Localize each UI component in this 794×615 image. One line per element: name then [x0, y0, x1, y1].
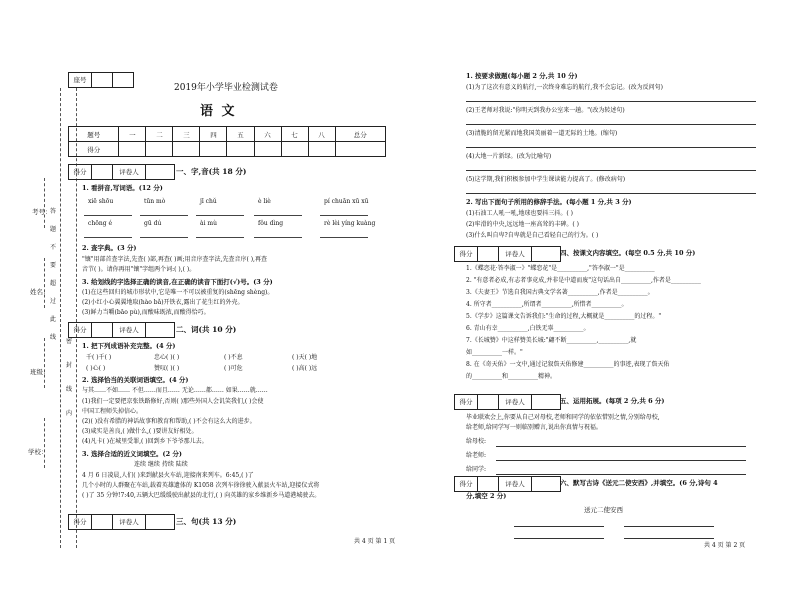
score-table — [68, 126, 386, 157]
fill-blank-item: 7.《长城赞》中这样赞美长城:"翩不断__________,__________,就 — [466, 337, 637, 344]
q3-title: 3. 给划线的字选择正确的读音,在正确的读音下面打(√)号。(3 分) — [82, 278, 273, 286]
idiom-item: ( )天( )地 — [292, 354, 318, 361]
score-table-cell[interactable] — [335, 142, 385, 157]
idiom-item: ( )心( ) — [86, 365, 106, 372]
score-label: 得分 — [69, 323, 92, 337]
q6-options: 连续 继续 持续 陆续 — [134, 461, 188, 468]
q7-item: (5)这学期,我们积极参加中学生课读能力提高了。(修改病句) — [466, 176, 626, 183]
pinyin-text: pí chuān xū xū — [324, 198, 369, 205]
idiom-item: ( )高( )远 — [292, 365, 318, 372]
q8-item: (1)石油工人吼一吼,地球也要抖三抖。( ) — [466, 210, 573, 217]
fill-blank-item: 4. 所守者__________,所谓者__________,所惜者__________。 — [466, 301, 628, 308]
q3-item-1: (1)在这些回归的城市形状中,它是唯一不可以被重复的(shēng shèng)。 — [82, 289, 274, 296]
pinyin-text: ài mù — [200, 220, 217, 227]
q10-label-teacher: 给老师: — [466, 452, 487, 459]
score-cell[interactable] — [478, 395, 499, 409]
seat-cell[interactable] — [92, 73, 113, 87]
q2-text-1: "镶"用部首查字法,先查( )部,再查( )画;用音序查字法,先查音序( ),再查 — [82, 256, 267, 263]
idiom-item: 千( )千( ) — [86, 354, 112, 361]
binding-warning-char: 答 — [50, 208, 57, 215]
answer-line[interactable] — [466, 124, 756, 125]
score-box-2 — [68, 322, 175, 338]
score-table-cell[interactable] — [173, 142, 200, 157]
binding-seal-char: 线 — [66, 386, 73, 393]
q7-item: (2)王老师对我说:"你明天到我办公室来一趟。"(改为转述句) — [466, 107, 625, 114]
binding-warning-char: 此 — [50, 316, 57, 323]
pinyin-text: chōng é — [88, 220, 112, 227]
score-table-header-cell: 三 — [173, 127, 200, 142]
q6-text: 4 月 6 日凌晨,人们( )来到献县火车站,迎接南来列车。6:45,( )了 — [82, 472, 254, 479]
page-footer-right: 共 4 页 第 2 页 — [704, 542, 746, 549]
grader-cell[interactable] — [532, 477, 560, 491]
seal-line-inner — [76, 88, 77, 548]
score-cell[interactable] — [92, 323, 113, 337]
fill-blank-item: 2. "有意者必成,有志者事竟成,并非是中道而废"这句话出自__________,作者是__________ — [466, 277, 701, 284]
section6-title-2: 分,填空 2 分) — [466, 492, 507, 500]
q4-title: 1. 把下列成语补充完整。(4 分) — [82, 342, 176, 350]
pinyin-text: xiē shōu — [88, 198, 114, 205]
score-label: 得分 — [455, 477, 478, 491]
pinyin-text: jī chǔ — [200, 198, 217, 205]
exam-title: 2019年小学毕业检测试卷 — [174, 83, 278, 93]
binding-warning-char: 题 — [50, 226, 57, 233]
score-table-header-cell: 七 — [281, 127, 308, 142]
score-table-cell[interactable] — [119, 142, 146, 157]
score-cell[interactable] — [92, 515, 113, 529]
answer-line[interactable] — [496, 446, 746, 447]
answer-blank[interactable] — [254, 207, 302, 216]
score-label: 得分 — [455, 247, 478, 261]
q3-item-2: (2)小红小心翼翼地取(hào bǎ)开铁衣,露出了花生红的外壳。 — [82, 299, 244, 306]
answer-blank[interactable] — [140, 207, 188, 216]
score-table-header-cell: 题号 — [69, 127, 119, 142]
answer-blank[interactable] — [140, 229, 188, 238]
page-footer-left: 共 4 页 第 1 页 — [354, 538, 396, 545]
score-label: 得分 — [69, 515, 92, 529]
score-table-header-cell: 一 — [119, 127, 146, 142]
q8-title: 2. 写出下面句子所用的修辞手法。(每小题 1 分,共 3 分) — [466, 198, 632, 206]
idiom-item: ( )不息 — [224, 354, 243, 361]
q5-item: (3)咸实是善良,( )做什么,( )要讲友好相处。 — [82, 428, 198, 435]
grader-label: 评卷人 — [499, 477, 532, 491]
section4-title: 四、按课文内容填空。(每空 0.5 分,共 10 分) — [560, 249, 696, 257]
score-table-header-cell: 五 — [227, 127, 254, 142]
q10-text-1: 毕业联欢会上,你要从自己对母校,老师和同学的依依惜别之情,分别给母校, — [466, 414, 660, 421]
q8-item: (2)牢滑的中央,远远地一座高耸的丰碑。( ) — [466, 221, 579, 228]
q6-text: 几个小时的人群聚在车站,载着英雄遗体的 K1058 次列车徐徐驶入献县火车站,迎接仪式将 — [82, 482, 320, 489]
binding-seal-char: 封 — [66, 362, 73, 369]
idiom-item: 赞叹( )( ) — [154, 365, 180, 372]
grader-cell[interactable] — [532, 247, 560, 261]
score-table-header-cell: 二 — [146, 127, 173, 142]
q6-text: ( )了 35 分钟!7:40,五辆大巴缓缓驶出献县的北行,( ) 向英雄的家乡维新乡马道港城驶去。 — [82, 492, 321, 499]
score-cell[interactable] — [478, 477, 499, 491]
pinyin-text: tūn mò — [144, 198, 166, 205]
subject-title: 语 文 — [200, 104, 237, 119]
answer-line[interactable] — [466, 101, 756, 102]
section6-title: 六、默写古诗《送元二使安西》,并填空。(6 分,诗句 4 — [560, 479, 718, 487]
q1-title: 1. 看拼音,写词语。(12 分) — [82, 184, 163, 192]
pinyin-text: è liè — [258, 198, 271, 205]
q5-item: 中国工程师失掉信心。 — [82, 408, 143, 415]
binding-field-line — [44, 418, 45, 468]
school-label: 学校： — [28, 448, 48, 456]
binding-field-line — [44, 178, 45, 228]
q7-item: (1)为了这次有意义的航行,一次终身难忘的航行,我不会忘记。(改为反问句) — [466, 84, 663, 91]
section3-title: 三、句(共 13 分) — [176, 517, 237, 526]
fill-blank-item: 5.《学步》这篇课文告诉我们:"生命的过程,大概就是__________的过程。" — [466, 313, 662, 320]
score-table-cell[interactable] — [146, 142, 173, 157]
class-label: 班级： — [30, 368, 50, 376]
score-box-6 — [454, 476, 561, 492]
q2-text-2: 音节( )。请你再用"镶"字组两个词:( ),( )。 — [82, 266, 196, 273]
score-table-cell[interactable] — [200, 142, 227, 157]
score-table-row-label: 得分 — [69, 142, 119, 157]
binding-seal-char: 密 — [66, 338, 73, 345]
binding-warning-char: 线 — [50, 334, 57, 341]
answer-blank[interactable] — [254, 229, 302, 238]
score-table-header-cell: 八 — [308, 127, 335, 142]
q6-title: 3. 选择合适的近义词填空。(2 分) — [82, 450, 182, 458]
score-table-cell[interactable] — [227, 142, 254, 157]
q2-title: 2. 查字典。(3 分) — [82, 244, 137, 252]
q5-title: 2. 选择恰当的关联词语填空。(4 分) — [82, 376, 189, 384]
q10-label-classmate: 给同学: — [466, 466, 487, 473]
q10-text-2: 给老师,给同学写一则临别赠言,说出你真情与祝福。 — [466, 424, 602, 431]
answer-line[interactable] — [466, 147, 756, 148]
score-box-4 — [454, 246, 561, 262]
poem-line[interactable] — [514, 526, 604, 527]
answer-blank[interactable] — [84, 207, 132, 216]
binding-warning-char: 不 — [50, 244, 57, 251]
answer-line[interactable] — [496, 460, 746, 461]
section2-title: 二、词(共 10 分) — [176, 325, 237, 334]
score-table-cell[interactable] — [308, 142, 335, 157]
grader-cell[interactable] — [146, 323, 174, 337]
q5-item: (2)( )没有希腊的神话故事和教育和帮助,( )不会有这么大的进步。 — [82, 418, 256, 425]
exam-number-label: 考号： — [32, 208, 52, 216]
q5-item: (4)凡卡( )在城里受罪,( )回到乡下爷爷那儿去。 — [82, 438, 208, 445]
answer-blank[interactable] — [320, 229, 368, 238]
fill-blank-item: 的__________和__________精神。 — [466, 373, 557, 380]
grader-cell[interactable] — [532, 395, 560, 409]
fill-blank-item: 1.《蝶恋花·答李淑一》"蝶恋花"是__________,"答李淑一"是__________ — [466, 265, 655, 272]
q7-title: 1. 按要求做题(每小题 2 分,共 10 分) — [466, 72, 578, 80]
pinyin-text: gū dú — [144, 220, 162, 227]
score-table-header-cell: 总分 — [335, 127, 385, 142]
exam-sheet — [24, 58, 764, 558]
poem-line[interactable] — [624, 538, 714, 539]
score-label: 得分 — [455, 395, 478, 409]
section1-title: 一、字,音(共 18 分) — [176, 167, 247, 176]
seat-box — [68, 72, 134, 88]
score-table-cell[interactable] — [281, 142, 308, 157]
pinyin-text: fǒu dìng — [258, 220, 284, 227]
score-table-header-cell: 六 — [254, 127, 281, 142]
fill-blank-item: 6. 青山有幸__________,白铁无辜__________。 — [466, 325, 590, 332]
grader-label: 评卷人 — [113, 165, 146, 179]
binding-warning-char: 过 — [50, 298, 57, 305]
q8-item: (3)什么叫自卑?自卑就是自己看轻自己的行为。( ) — [466, 232, 599, 239]
score-label: 得分 — [69, 165, 92, 179]
poem-line[interactable] — [624, 526, 714, 527]
score-box-5 — [454, 394, 561, 410]
fill-blank-item: 如__________一样。" — [466, 349, 523, 356]
grader-cell[interactable] — [146, 515, 174, 529]
fill-blank-item: 8. 在《奇天佑》一文中,通过记叙詹天佑修建__________的事迹,表现了詹天佑 — [466, 361, 670, 368]
name-label: 姓名： — [30, 288, 50, 296]
pinyin-text: rè lèi yíng kuàng — [324, 220, 376, 227]
score-table-header-cell: 四 — [200, 127, 227, 142]
q10-label-school: 给母校: — [466, 438, 487, 445]
grader-label: 评卷人 — [113, 515, 146, 529]
score-cell[interactable] — [92, 165, 113, 179]
fill-blank-item: 3.《夫妻王》节选自我国古典文学名著__________,作者是__________。 — [466, 289, 654, 296]
score-box-1 — [68, 164, 175, 180]
binding-warning-char: 超 — [50, 280, 57, 287]
grader-label: 评卷人 — [113, 323, 146, 337]
section5-title: 五、运用拓展。(每项 2 分,共 6 分) — [560, 397, 665, 405]
answer-line[interactable] — [496, 474, 746, 475]
answer-blank[interactable] — [196, 229, 244, 238]
poem-line[interactable] — [514, 538, 604, 539]
seat-label: 座号 — [69, 73, 92, 87]
answer-blank[interactable] — [196, 207, 244, 216]
seal-line-outer — [60, 88, 61, 548]
score-cell[interactable] — [478, 247, 499, 261]
answer-line[interactable] — [466, 193, 756, 194]
grader-cell[interactable] — [146, 165, 174, 179]
idiom-item: 忠心( )( ) — [154, 354, 180, 361]
score-table-cell[interactable] — [254, 142, 281, 157]
grader-label: 评卷人 — [499, 247, 532, 261]
binding-seal-char: 内 — [66, 410, 73, 417]
binding-field-line — [44, 338, 45, 388]
poem-title: 送元二使安西 — [584, 506, 623, 514]
q5-options: 与其……不如…… 不但……而且…… 无论……都…… 如果……就…… — [82, 387, 268, 394]
binding-warning-char: 要 — [50, 262, 57, 269]
q5-item: (1)我们一定要把京张铁路修好,否则( )那些外国人会讥笑我们,( )会使 — [82, 398, 264, 405]
answer-line[interactable] — [466, 170, 756, 171]
seat-cell[interactable] — [113, 73, 133, 87]
score-box-3 — [68, 514, 175, 530]
answer-blank[interactable] — [84, 229, 132, 238]
binding-field-line — [44, 258, 45, 308]
q7-item: (3)清脆的留光紧而地我国美丽着一道无际的土地。(缩句) — [466, 130, 618, 137]
answer-blank[interactable] — [320, 207, 368, 216]
q7-item: (4)大地一片新绿。(改为比喻句) — [466, 153, 552, 160]
grader-label: 评卷人 — [499, 395, 532, 409]
idiom-item: ( )可危 — [224, 365, 243, 372]
q3-item-3: (3)鲜力当嚼(bāo pù),而酸味既浓,而酸得恰巧。 — [82, 309, 210, 316]
